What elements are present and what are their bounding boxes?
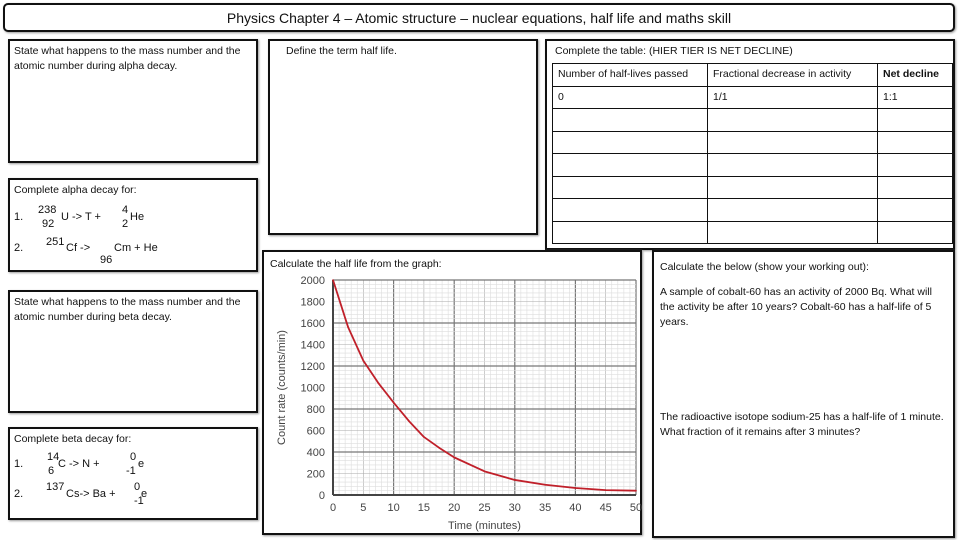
equation-part: 2. <box>14 488 24 500</box>
equation-part: -1 <box>134 495 144 507</box>
half-life-table <box>552 63 953 244</box>
x-tick-label: 15 <box>417 502 431 514</box>
table-row <box>553 176 953 199</box>
table-cell[interactable] <box>708 199 878 222</box>
data-point <box>544 484 546 486</box>
equation-part: 137 <box>46 481 65 493</box>
table-cell[interactable] <box>708 109 878 132</box>
data-point <box>363 360 365 362</box>
equation-part: e <box>138 458 145 470</box>
equation-part: Cm + He <box>114 242 158 254</box>
y-tick-label: 1000 <box>300 382 325 395</box>
table-cell[interactable]: 1:1 <box>878 86 953 109</box>
equation-part: Cs-> Ba + <box>66 488 116 500</box>
data-point <box>378 382 380 384</box>
table-cell[interactable] <box>708 176 878 199</box>
x-tick-label: 0 <box>329 502 337 514</box>
data-point <box>635 490 637 492</box>
equation-part: 14 <box>47 451 60 463</box>
equation-part: 1. <box>14 211 24 223</box>
table-prompt: Complete the table: (HIER TIER IS NET DECLINE) <box>555 45 793 57</box>
table-cell[interactable] <box>878 221 953 244</box>
y-tick-label: 800 <box>306 404 325 416</box>
calc-question-1: A sample of cobalt-60 has an activity of 2000 Bq. What will the activity be after 10 years? Cobalt-60 has a half-life of 5 years. <box>660 286 932 328</box>
beta-state-prompt: State what happens to the mass number and the atomic number during beta decay. <box>14 296 241 323</box>
equation-part: 4 <box>122 204 129 216</box>
equation-part: 2 <box>122 218 129 230</box>
decay-chart <box>264 268 643 533</box>
data-point <box>332 279 334 281</box>
table-cell[interactable] <box>708 154 878 177</box>
table-row <box>553 86 953 109</box>
data-point <box>347 327 349 329</box>
data-point <box>514 479 516 481</box>
beta-state-box[interactable] <box>8 290 258 413</box>
data-point <box>438 447 440 449</box>
data-point <box>453 457 455 459</box>
y-axis-label: Count rate (counts/min) <box>276 330 288 445</box>
graph-prompt: Calculate the half life from the graph: <box>270 258 442 270</box>
equation-part: 1. <box>14 458 24 470</box>
table-row <box>553 154 953 177</box>
equation-part: 0 <box>134 481 141 493</box>
x-tick-label: 25 <box>478 502 491 514</box>
equation-part: U -> T + <box>61 211 101 223</box>
table-cell[interactable]: 1/1 <box>708 86 878 109</box>
beta-decay-box[interactable] <box>8 427 258 520</box>
y-tick-label: 200 <box>306 468 325 481</box>
alpha-heading: Complete alpha decay for: <box>14 184 137 196</box>
equation-part: 6 <box>48 465 55 477</box>
data-point <box>605 489 607 491</box>
x-tick-label: 45 <box>599 502 612 514</box>
data-point <box>408 420 410 422</box>
equation-part: 0 <box>130 451 137 463</box>
x-tick-label: 40 <box>569 502 582 514</box>
header-cell: Number of half-lives passed <box>553 64 708 87</box>
header-cell: Fractional decrease in activity <box>708 64 878 87</box>
y-tick-label: 600 <box>306 425 325 438</box>
equation-part: C -> N + <box>58 458 100 470</box>
x-tick-label: 10 <box>387 502 400 514</box>
calc-heading: Calculate the below (show your working out): <box>660 261 869 273</box>
header-cell: Net decline <box>878 64 953 87</box>
table-cell[interactable] <box>878 131 953 154</box>
table-cell[interactable] <box>553 199 708 222</box>
x-tick-label: 50 <box>629 502 643 514</box>
define-prompt: Define the term half life. <box>286 45 397 57</box>
equation-part: e <box>141 488 148 500</box>
table-cell[interactable] <box>553 109 708 132</box>
equation-part: Cf -> <box>66 242 91 254</box>
equation-part: -1 <box>126 465 136 477</box>
table-cell[interactable] <box>878 199 953 222</box>
table-cell[interactable] <box>553 154 708 177</box>
table-cell[interactable] <box>878 176 953 199</box>
y-tick-label: 1400 <box>300 339 325 352</box>
table-cell[interactable] <box>708 221 878 244</box>
table-row <box>553 131 953 154</box>
table-cell[interactable] <box>553 176 708 199</box>
x-axis-label: Time (minutes) <box>448 520 521 532</box>
alpha-decay-box[interactable] <box>8 178 258 272</box>
page-title: Physics Chapter 4 – Atomic structure – nuclear equations, half life and maths skill <box>3 3 955 32</box>
calculate-box[interactable] <box>652 250 955 538</box>
y-tick-label: 400 <box>306 447 325 459</box>
equation-part: 96 <box>100 254 113 266</box>
data-point <box>575 487 577 489</box>
data-point <box>393 402 395 404</box>
table-cell[interactable] <box>553 221 708 244</box>
y-tick-label: 1200 <box>300 361 325 373</box>
define-box[interactable] <box>268 39 538 235</box>
equation-part: He <box>130 211 145 223</box>
table-header <box>553 64 953 87</box>
table-cell[interactable] <box>878 109 953 132</box>
equation-part: 238 <box>38 204 57 216</box>
equation-part: 251 <box>46 236 65 248</box>
x-tick-label: 5 <box>360 502 367 514</box>
data-point <box>484 471 486 473</box>
beta-heading: Complete beta decay for: <box>14 433 132 445</box>
data-point <box>423 436 425 438</box>
equation-part: 2. <box>14 242 24 254</box>
equation-part: 92 <box>42 218 55 230</box>
alpha-state-prompt: State what happens to the mass number and the atomic number during alpha decay. <box>14 45 241 72</box>
table-row <box>553 221 953 244</box>
y-tick-label: 0 <box>318 490 325 502</box>
graph-box <box>262 250 642 535</box>
x-tick-label: 30 <box>508 502 521 514</box>
table-cell[interactable] <box>553 131 708 154</box>
x-tick-label: 35 <box>538 502 552 514</box>
table-cell[interactable] <box>708 131 878 154</box>
table-box <box>545 39 955 250</box>
table-row <box>553 109 953 132</box>
table-cell[interactable] <box>878 154 953 177</box>
alpha-state-box[interactable] <box>8 39 258 163</box>
table-cell[interactable]: 0 <box>553 86 708 109</box>
y-tick-label: 1800 <box>300 296 325 309</box>
x-tick-label: 20 <box>448 502 461 514</box>
table-row <box>553 199 953 222</box>
y-tick-label: 2000 <box>300 275 325 287</box>
y-tick-label: 1600 <box>300 318 325 330</box>
calc-question-2: The radioactive isotope sodium-25 has a half-life of 1 minute. What fraction of it remains after 3 minutes? <box>660 411 944 438</box>
